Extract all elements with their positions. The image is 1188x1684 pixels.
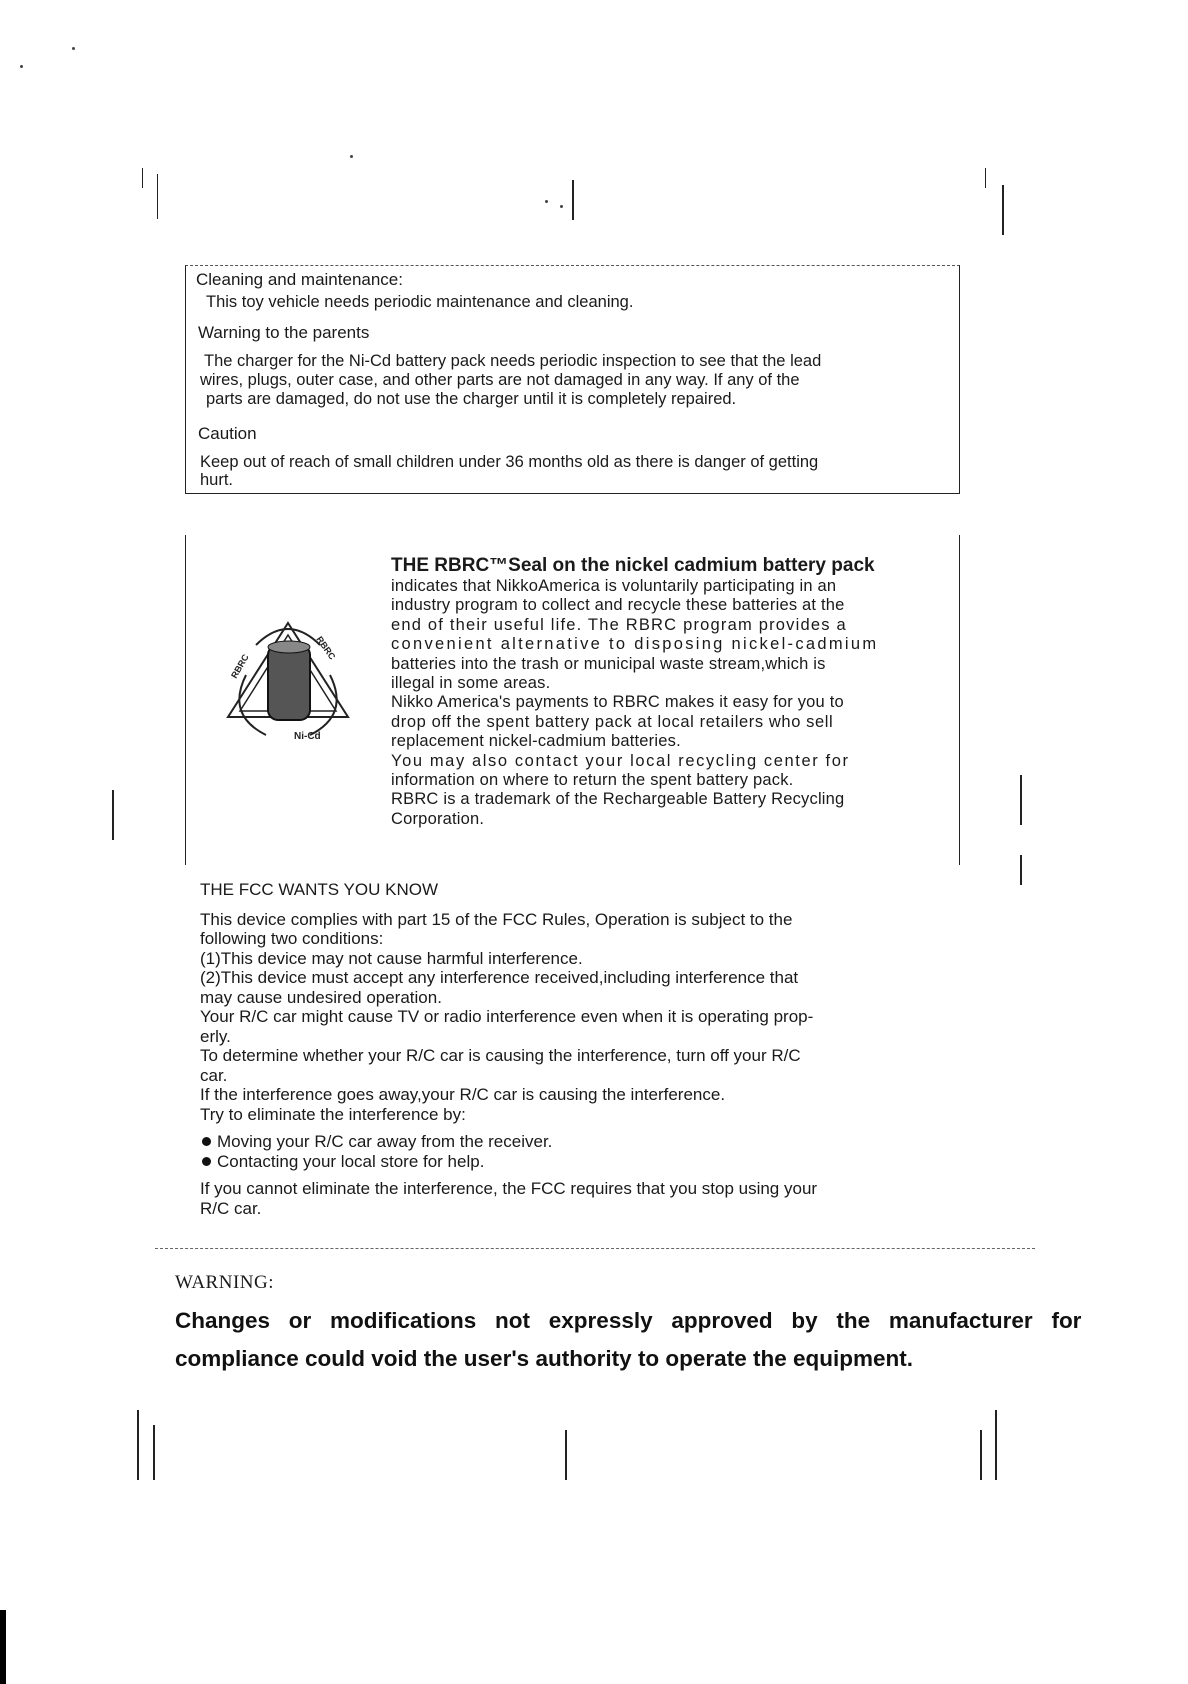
crop-mark <box>157 174 158 219</box>
crop-mark <box>995 1410 997 1480</box>
scan-dot <box>545 200 548 203</box>
parents-line: parts are damaged, do not use the charger until it is completely repaired. <box>206 390 737 408</box>
rbrc-line: illegal in some areas. <box>391 674 551 693</box>
crop-mark <box>1002 185 1004 235</box>
fcc-line: erly. <box>200 1026 231 1046</box>
crop-mark <box>1020 855 1022 885</box>
crop-mark <box>572 180 574 220</box>
rbrc-line: information on where to return the spent battery pack. <box>391 771 794 790</box>
rbrc-line: batteries into the trash or municipal waste stream,which is <box>391 654 826 673</box>
fcc-bullet <box>200 1132 960 1152</box>
scan-dot <box>560 205 563 208</box>
scan-edge-mark <box>0 1610 6 1684</box>
crop-mark <box>980 1430 982 1480</box>
fcc-line: (1)This device may not cause harmful interference. <box>200 948 583 968</box>
rbrc-line: RBRC is a trademark of the Rechargeable Battery Recycling <box>391 790 845 809</box>
fcc-line: If the interference goes away,your R/C car is causing the interference. <box>200 1085 726 1104</box>
rbrc-line: drop off the spent battery pack at local retailers who sell <box>391 712 834 731</box>
seal-left-text: RBRC <box>229 652 251 680</box>
warning-label: WARNING: <box>175 1272 274 1293</box>
rbrc-line: You may also contact your local recycling center for <box>391 751 850 770</box>
caution-line: Keep out of reach of small children under 36 months old as there is danger of getting <box>200 453 819 471</box>
scan-dot <box>72 47 75 50</box>
parents-line: wires, plugs, outer case, and other parts are not damaged in any way. If any of the <box>200 371 800 389</box>
fcc-line: Try to eliminate the interference by: <box>200 1104 466 1124</box>
crop-mark <box>1020 775 1022 825</box>
warning-line: Changes or modifications not expressly approved by the manufacturer for <box>175 1308 1082 1333</box>
warning-line: compliance could void the user's authority to operate the equipment. <box>175 1346 913 1371</box>
parents-heading: Warning to the parents <box>198 323 370 342</box>
fcc-line: may cause undesired operation. <box>200 987 442 1007</box>
crop-mark <box>565 1430 567 1480</box>
crop-mark <box>985 168 986 188</box>
bullet-icon <box>202 1137 211 1146</box>
rbrc-seal-icon <box>216 605 361 755</box>
cleaning-heading: Cleaning and maintenance: <box>196 270 403 289</box>
caution-heading: Caution <box>198 424 257 443</box>
crop-mark <box>112 790 114 840</box>
warning-text <box>175 1302 1082 1378</box>
crop-mark <box>137 1410 139 1480</box>
rbrc-line: end of their useful life. The RBRC program provides a <box>391 615 847 634</box>
fcc-line: To determine whether your R/C car is causing the interference, turn off your R/C <box>200 1046 801 1065</box>
scan-dot <box>350 155 353 158</box>
seal-label: Ni-Cd <box>294 731 321 742</box>
maintenance-box <box>185 265 960 494</box>
scan-dot <box>20 65 23 68</box>
cleaning-text: This toy vehicle needs periodic maintenance and cleaning. <box>206 293 634 311</box>
seal-top-text: RBRC <box>314 634 338 662</box>
rbrc-box <box>185 535 960 865</box>
bullet-icon <box>202 1157 211 1166</box>
rbrc-heading: THE RBRC™Seal on the nickel cadmium battery pack <box>391 555 875 576</box>
rbrc-line: Corporation. <box>391 809 485 828</box>
fcc-section <box>200 880 960 1218</box>
fcc-bullet-text: Contacting your local store for help. <box>217 1151 485 1171</box>
fcc-closing: R/C car. <box>200 1198 262 1218</box>
crop-mark <box>153 1425 155 1480</box>
separator <box>155 1248 1035 1249</box>
rbrc-line: convenient alternative to disposing nickel-cadmium <box>391 635 879 654</box>
rbrc-text <box>391 555 936 829</box>
fcc-line: Your R/C car might cause TV or radio interference even when it is operating prop- <box>200 1007 814 1026</box>
caution-line: hurt. <box>200 471 234 489</box>
fcc-line: This device complies with part 15 of the FCC Rules, Operation is subject to the <box>200 909 793 929</box>
fcc-bullet <box>200 1152 960 1172</box>
crop-mark <box>142 168 143 188</box>
fcc-bullet-text: Moving your R/C car away from the receiver. <box>217 1132 553 1151</box>
fcc-line: following two conditions: <box>200 929 384 948</box>
rbrc-line: indicates that NikkoAmerica is voluntarily participating in an <box>391 577 837 595</box>
rbrc-line: replacement nickel-cadmium batteries. <box>391 732 681 751</box>
fcc-closing: If you cannot eliminate the interference, the FCC requires that you stop using your <box>200 1179 818 1198</box>
fcc-heading: THE FCC WANTS YOU KNOW <box>200 880 438 899</box>
fcc-line: (2)This device must accept any interference received,including interference that <box>200 968 799 987</box>
fcc-line: car. <box>200 1065 228 1085</box>
rbrc-line: industry program to collect and recycle these batteries at the <box>391 596 845 615</box>
parents-line: The charger for the Ni-Cd battery pack needs periodic inspection to see that the lead <box>204 352 822 370</box>
rbrc-line: Nikko America's payments to RBRC makes it easy for you to <box>391 693 844 712</box>
